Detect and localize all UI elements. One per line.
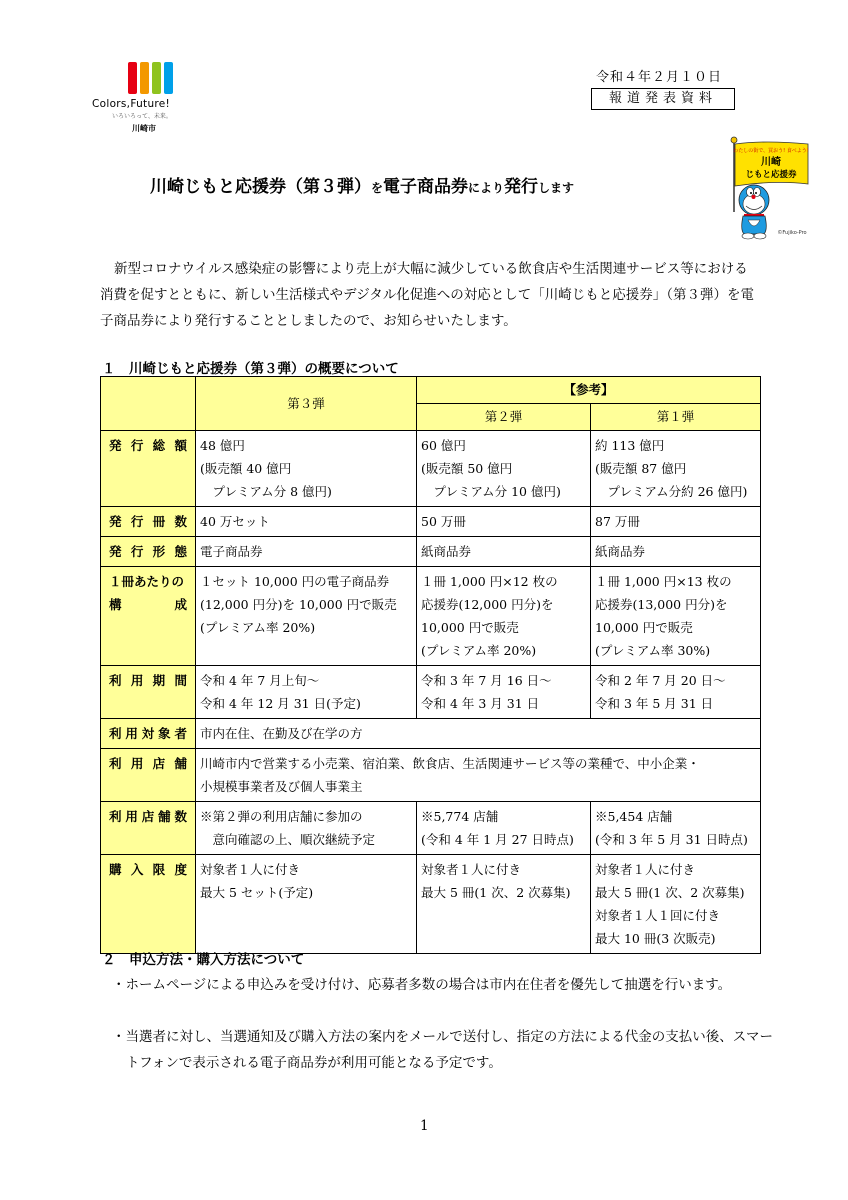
cell-line: 令和 3 年 7 月 16 日～: [421, 673, 552, 688]
cell-line: 令和 2 年 7 月 20 日～: [595, 673, 726, 688]
row-label-issue-amount: 発行総額: [101, 431, 196, 507]
row-label-issue-form: 発行形態: [101, 537, 196, 567]
cell-line: 10,000 円で販売: [421, 620, 519, 635]
row-label-issue-count: 発行冊数: [101, 507, 196, 537]
mascot-illustration: [724, 134, 820, 244]
cell-line: 対象者１人に付き: [421, 862, 522, 877]
composition-label-line2: 構 成: [109, 597, 187, 612]
store-count-third: [196, 802, 417, 855]
cell-line: プレミアム分約 26 億円): [595, 484, 748, 499]
title-part4: により: [468, 181, 505, 195]
header-empty-cell: [101, 377, 196, 431]
cell-line: 60 億円: [421, 438, 466, 453]
issue-form-first: 紙商品券: [591, 537, 761, 567]
title-part6: します: [538, 181, 575, 195]
logo-bar-blue: [164, 62, 173, 94]
cell-line: 10,000 円で販売: [595, 620, 693, 635]
cell-line: (令和 4 年 1 月 27 日時点): [421, 832, 574, 847]
mascot-credit: ©Fujiko-Pro: [777, 230, 807, 236]
cell-line: ※5,454 店舗: [595, 809, 673, 824]
table-row: [101, 431, 761, 507]
cell-line: (プレミアム率 20%): [200, 620, 316, 635]
composition-third: [196, 567, 417, 666]
cell-line: ※第２弾の利用店舗に参加の: [200, 809, 363, 824]
cell-line: (販売額 87 億円: [595, 461, 687, 476]
header-reference: 【参考】: [417, 377, 761, 404]
cell-line: 対象者１人に付き: [595, 862, 696, 877]
cell-line: １セット 10,000 円の電子商品券: [200, 574, 390, 589]
table-row: [101, 507, 761, 537]
page-number: 1: [420, 1118, 429, 1134]
title-part1: 川崎じもと応援券（第３弾）: [150, 177, 371, 197]
issue-amount-first: [591, 431, 761, 507]
bullet-item: ・ホームページによる申込みを受け付け、応募者多数の場合は市内在住者を優先して抽選を行います。: [112, 977, 732, 993]
cell-line: プレミアム分 10 億円): [421, 484, 561, 499]
row-label-target: 利用対象者: [101, 719, 196, 749]
flag-line2: 川崎: [761, 157, 781, 168]
cell-line: ※5,774 店舗: [421, 809, 499, 824]
cell-line: 意向確認の上、順次継続予定: [200, 832, 376, 847]
header-third: 第３弾: [196, 377, 417, 431]
row-label-limit: 購入限度: [101, 855, 196, 954]
composition-second: [417, 567, 591, 666]
period-third: [196, 666, 417, 719]
row-label-store-count: 利用店舗数: [101, 802, 196, 855]
cell-line: 令和 3 年 5 月 31 日: [595, 696, 714, 711]
target-value: 市内在住、在勤及び在学の方: [196, 719, 761, 749]
section1-heading: １ 川崎じもと応援券（第３弾）の概要について: [102, 361, 399, 377]
flag-line3: じもと応援券: [745, 170, 797, 180]
header-second: 第２弾: [417, 404, 591, 431]
logo-city: 川崎市: [132, 124, 156, 133]
cell-line: (販売額 50 億円: [421, 461, 513, 476]
press-release-label: 報道発表資料: [591, 88, 735, 110]
cell-line: (12,000 円分)を 10,000 円で販売: [200, 597, 397, 612]
intro-paragraph: 新型コロナウイルス感染症の影響により売上が大幅に減少している飲食店や生活関連サービス等における消費を促すとともに、新しい生活様式やデジタル化促進への対応として「川崎じもと応援券」（第３弾）を電子商品券により発行することとしましたので、お知らせいたします。: [100, 261, 754, 329]
period-first: [591, 666, 761, 719]
limit-third: [196, 855, 417, 954]
table-row: [101, 719, 761, 749]
logo-bar-red: [128, 62, 137, 94]
cell-line: 川崎市内で営業する小売業、宿泊業、飲食店、生活関連サービス等の業種で、中小企業・: [200, 756, 700, 771]
cell-line: 最大 10 冊(3 次販売): [595, 931, 716, 946]
cell-line: 令和 4 年 12 月 31 日(予定): [200, 696, 361, 711]
cell-line: (プレミアム率 30%): [595, 643, 711, 658]
title-part2: を: [371, 181, 384, 195]
cell-line: 最大 5 冊(1 次、2 次募集): [595, 885, 745, 900]
cell-line: １冊 1,000 円×12 枚の: [421, 574, 558, 589]
release-date: 令和４年２月１０日: [596, 70, 723, 85]
city-logo: [128, 62, 188, 94]
limit-first: [591, 855, 761, 954]
cell-line: 小規模事業者及び個人事業主: [200, 779, 363, 794]
table-row: [101, 537, 761, 567]
cell-line: 48 億円: [200, 438, 245, 453]
table-row: [101, 855, 761, 954]
issue-amount-second: [417, 431, 591, 507]
cell-line: １冊 1,000 円×13 枚の: [595, 574, 732, 589]
issue-count-first: 87 万冊: [591, 507, 761, 537]
table-row: [101, 567, 761, 666]
cell-line: 令和 4 年 7 月上旬～: [200, 673, 320, 688]
page-title: [150, 172, 574, 197]
cell-line: (プレミアム率 20%): [421, 643, 537, 658]
header-first: 第１弾: [591, 404, 761, 431]
issue-form-second: 紙商品券: [417, 537, 591, 567]
store-count-first: [591, 802, 761, 855]
table-row: [101, 666, 761, 719]
cell-line: 応援券(12,000 円分)を: [421, 597, 554, 612]
cell-line: 令和 4 年 3 月 31 日: [421, 696, 540, 711]
logo-tagline: いろいろって、未来。: [112, 113, 172, 120]
table-row: [101, 749, 761, 802]
cell-line: (販売額 40 億円: [200, 461, 292, 476]
issue-count-second: 50 万冊: [417, 507, 591, 537]
table-row: [101, 802, 761, 855]
cell-line: 対象者１人１回に付き: [595, 908, 721, 923]
stores-value: [196, 749, 761, 802]
bullet-item: ・当選者に対し、当選通知及び購入方法の案内をメールで送付し、指定の方法による代金の支払い後、スマートフォンで表示される電子商品券が利用可能となる予定です。: [112, 1029, 773, 1071]
title-part3: 電子商品券: [383, 177, 469, 197]
table-header-row: [101, 377, 761, 404]
cell-line: (令和 3 年 5 月 31 日時点): [595, 832, 748, 847]
cell-line: 最大 5 セット(予定): [200, 885, 314, 900]
row-label-composition: [101, 567, 196, 666]
limit-second: [417, 855, 591, 954]
title-part5: 発行: [504, 177, 539, 197]
composition-first: [591, 567, 761, 666]
row-label-period: 利用期間: [101, 666, 196, 719]
cell-line: 応援券(13,000 円分)を: [595, 597, 728, 612]
logo-bar-orange: [140, 62, 149, 94]
issue-form-third: 電子商品券: [196, 537, 417, 567]
store-count-second: [417, 802, 591, 855]
issue-amount-third: [196, 431, 417, 507]
overview-table: [100, 376, 761, 954]
cell-line: 最大 5 冊(1 次、2 次募集): [421, 885, 571, 900]
cell-line: 約 113 億円: [595, 438, 665, 453]
cell-line: プレミアム分 8 億円): [200, 484, 332, 499]
period-second: [417, 666, 591, 719]
logo-text: Colors,Future!: [92, 98, 171, 110]
section2-heading: ２ 申込方法・購入方法について: [102, 952, 305, 968]
flag-line1: わたしの街で、買おう! 食べよう!: [733, 148, 809, 154]
logo-bar-green: [152, 62, 161, 94]
composition-label-line1: １冊あたりの: [109, 574, 185, 589]
row-label-stores: 利用店舗: [101, 749, 196, 802]
issue-count-third: 40 万セット: [196, 507, 417, 537]
cell-line: 対象者１人に付き: [200, 862, 301, 877]
